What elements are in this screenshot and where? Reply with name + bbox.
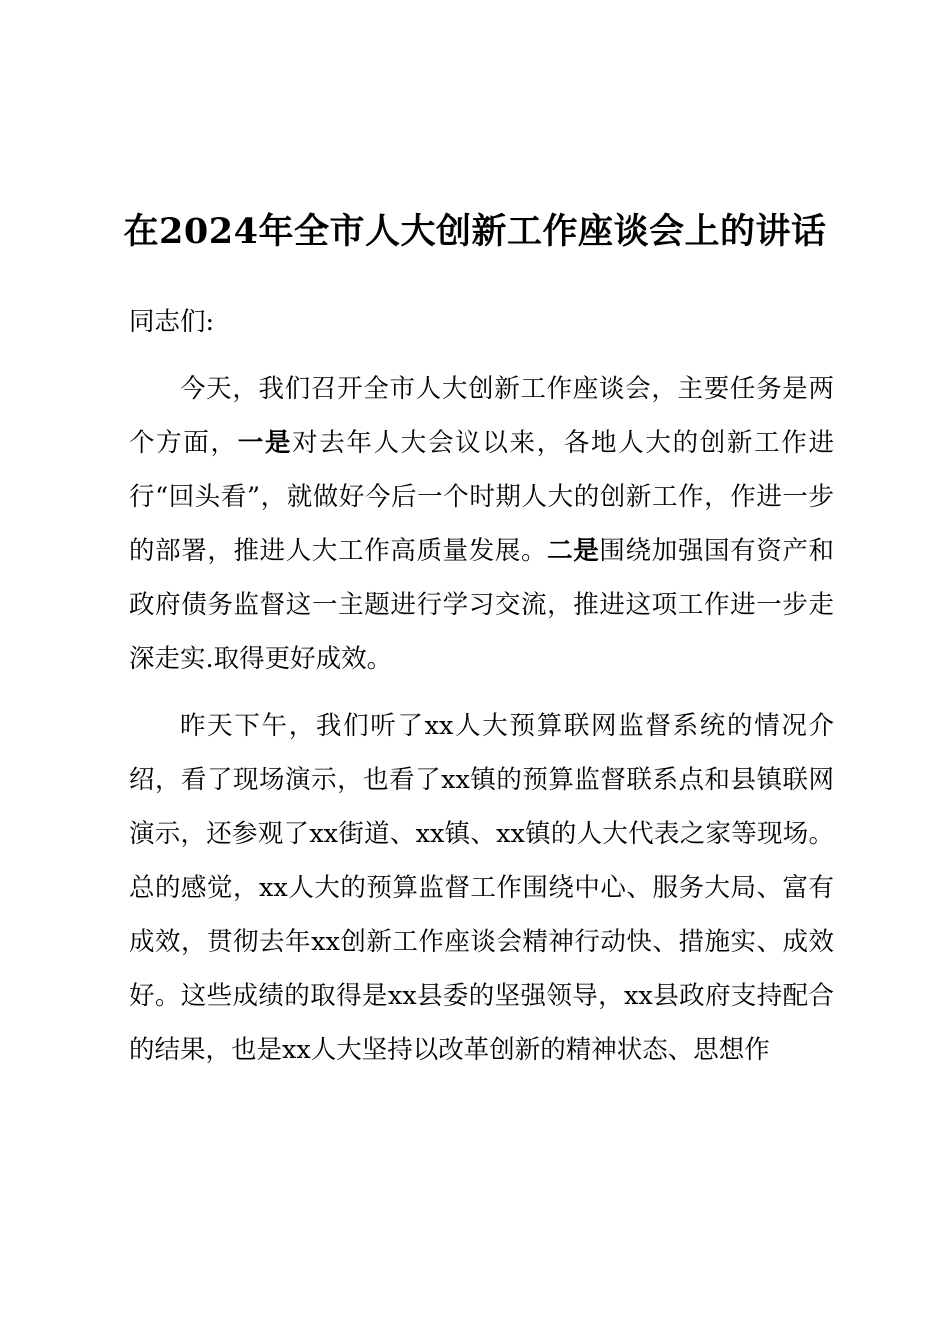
document-title: 在2024年全市人大创新工作座谈会上的讲话	[123, 211, 827, 252]
paragraph	[129, 699, 834, 1077]
emphasis-segment: 二是	[547, 536, 600, 566]
paragraph	[129, 362, 834, 686]
text-segment: 昨天下午，我们听了xx人大预算联网监督系统的情况介绍，看了现场演示，也看了xx镇的预算监督联系点和县镇联网演示，还参观了xx街道、xx镇、xx镇的人大代表之家等现场。总的感觉，xx人大的预算监督工作围绕中心、服务大局、富有成效，贯彻去年xx创新工作座谈会精神行动快、措施实、成效好。这些成绩的取得是xx县委的坚强领导，xx县政府支持配合的结果，也是xx人大坚持以改革创新的精神状态、思想作	[129, 711, 834, 1065]
document-body	[129, 295, 834, 1090]
text-segment: 今天，我们召开全市人大创新工作座谈会，主要任务是两个方面，	[129, 374, 834, 458]
text-segment: 围绕加强国有资产和政府债务监督这一主题进行学习交流，推进这项工作进一步走深走实.取得更好成效。	[129, 536, 834, 674]
emphasis-segment: 一是	[237, 428, 293, 458]
text-segment: 对去年人大会议以来，各地人大的创新工作进行“回头看”，就做好今后一个时期人大的创新工作，作进一步的部署，推进人大工作高质量发展。	[129, 428, 834, 566]
salutation: 同志们:	[129, 307, 215, 337]
